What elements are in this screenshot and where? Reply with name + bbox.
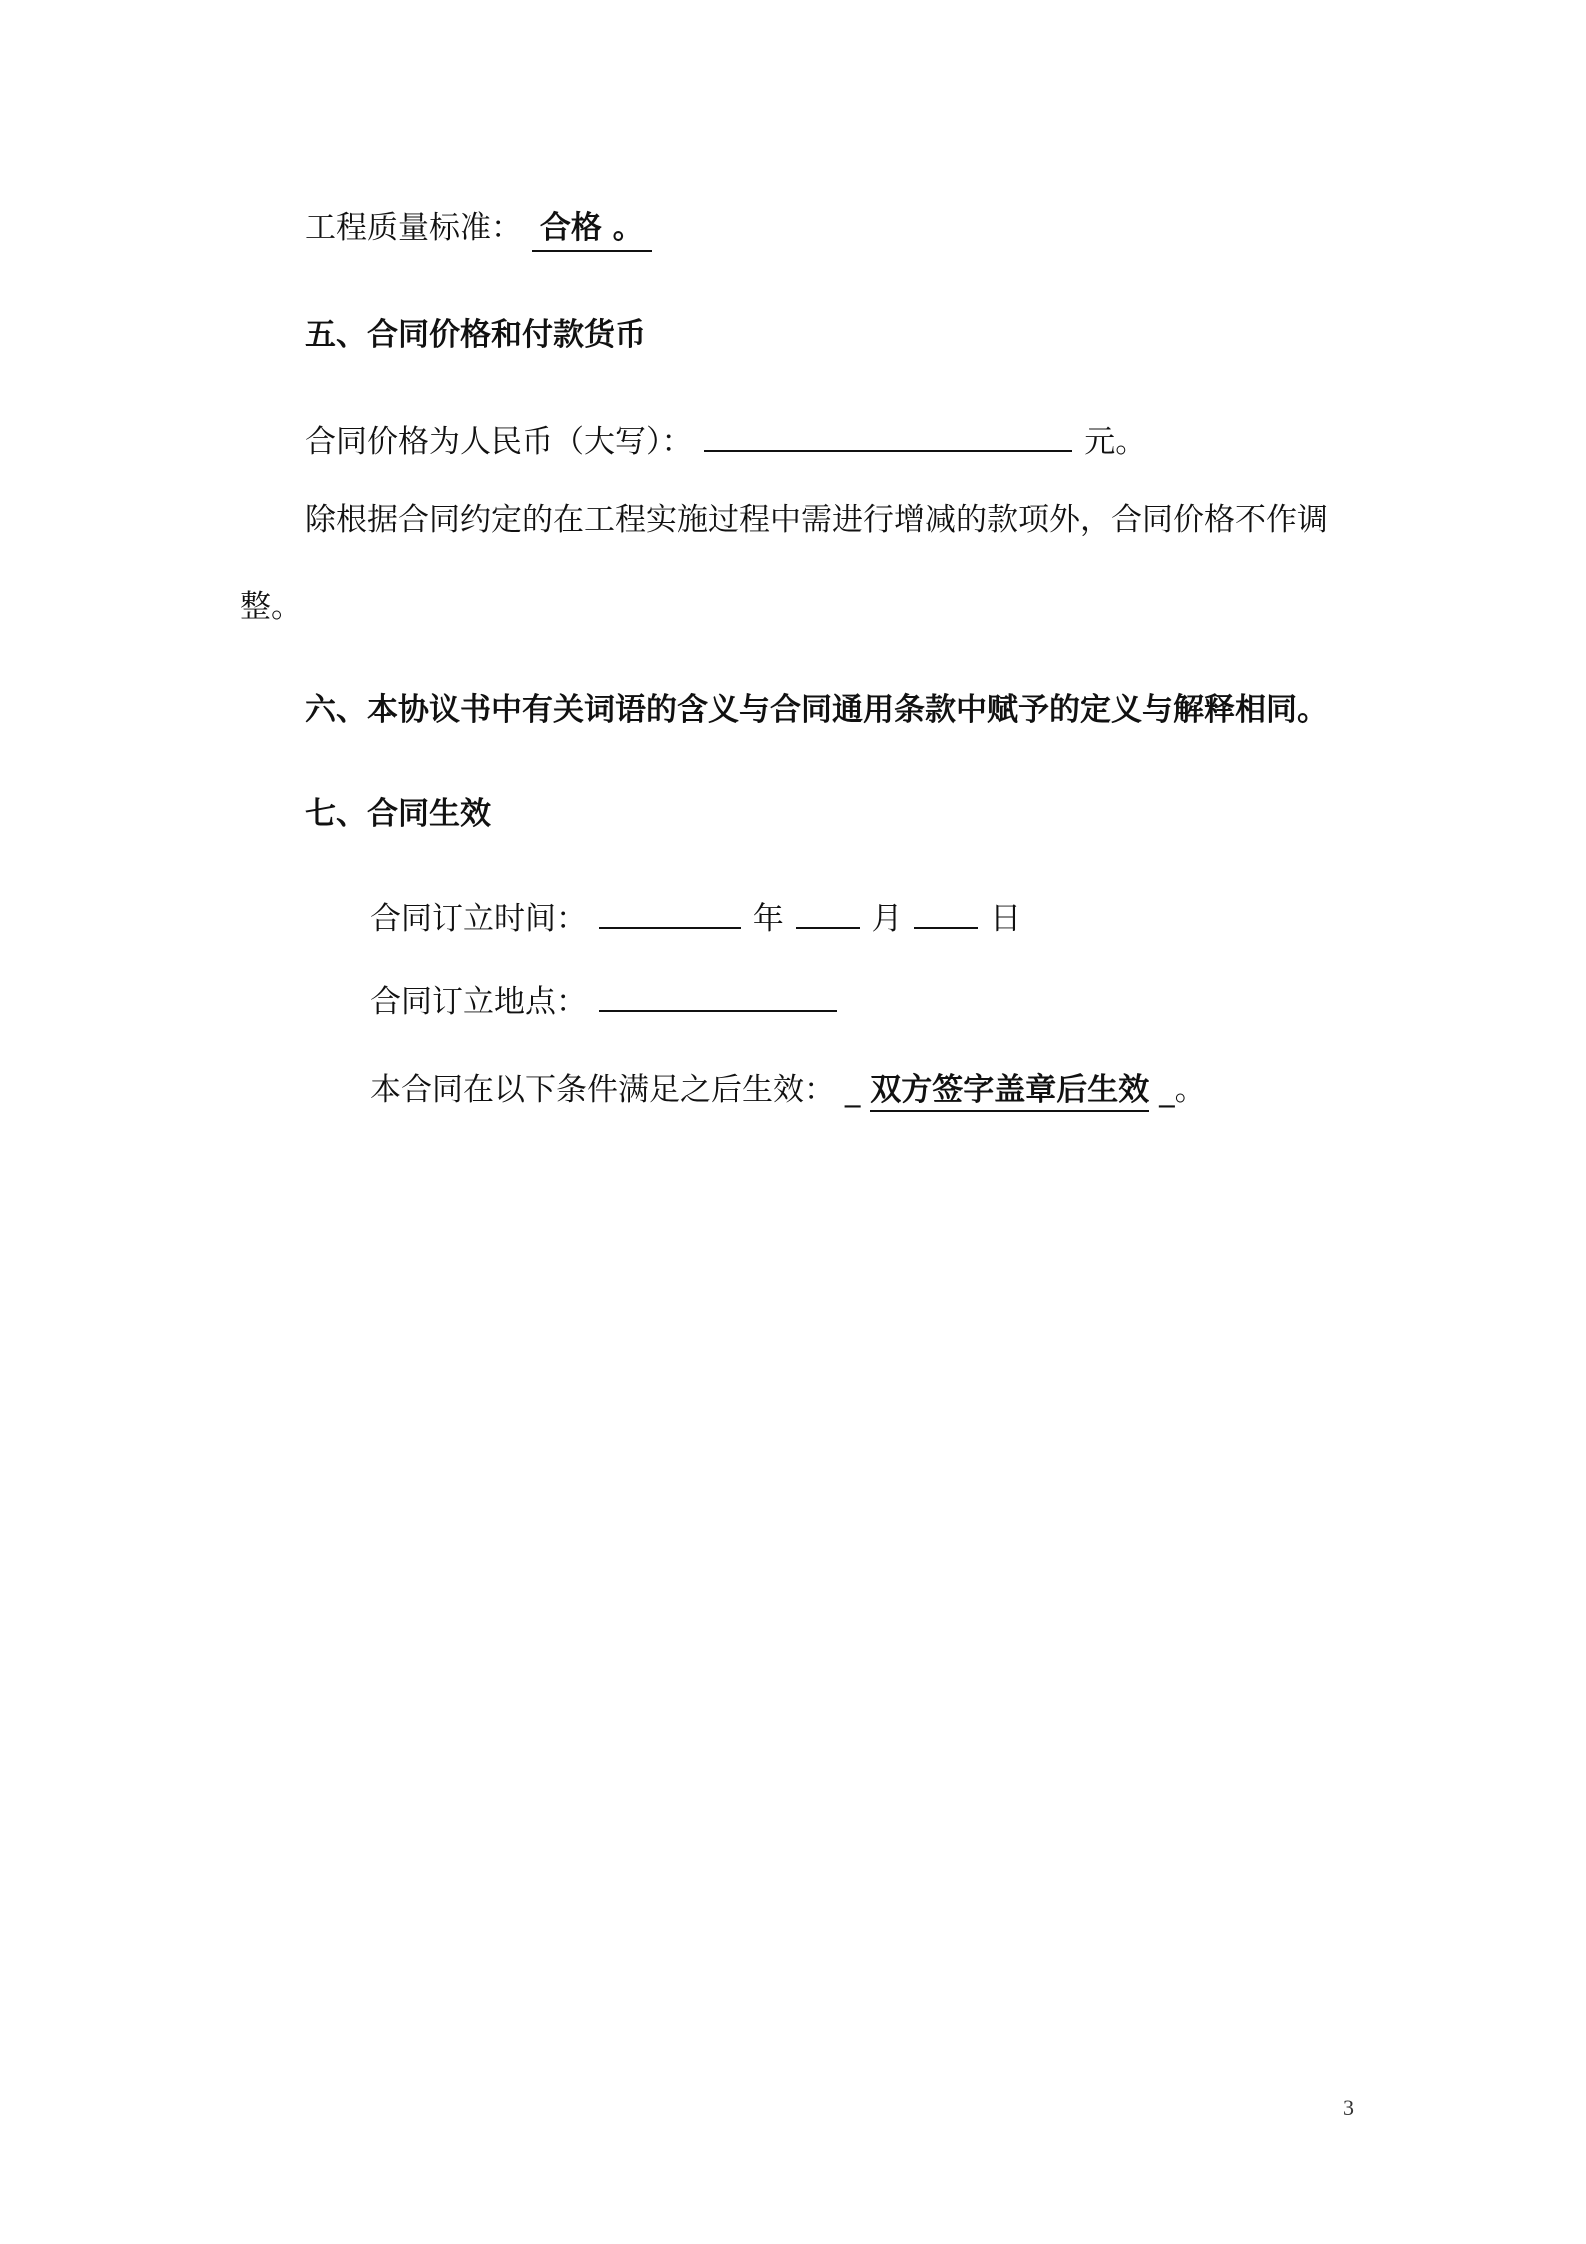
quality-standard-label: 工程质量标准： <box>305 210 522 246</box>
contract-year-blank <box>599 897 741 929</box>
contract-price-label: 合同价格为人民币（大写）： <box>305 424 693 460</box>
quality-standard-value: 合格 。 <box>532 208 652 252</box>
section-7-heading: 七、合同生效 <box>305 796 491 832</box>
contract-price-blank <box>704 420 1072 452</box>
price-adjustment-text-line-1: 除根据合同约定的在工程实施过程中需进行增减的款项外，合同价格不作调 <box>305 502 1328 538</box>
contract-date-label: 合同订立时间： <box>370 901 587 937</box>
contract-place-label: 合同订立地点： <box>370 984 587 1020</box>
effective-condition-label: 本合同在以下条件满足之后生效： <box>370 1072 835 1108</box>
effective-condition-prefix: _ <box>844 1072 861 1108</box>
effective-condition-suffix: _。 <box>1159 1072 1206 1108</box>
contract-price-unit: 元。 <box>1084 424 1147 460</box>
page-number: 3 <box>1343 2095 1354 2120</box>
contract-date-line <box>370 897 1021 939</box>
price-adjustment-text-line-2: 整。 <box>240 589 302 625</box>
section-5-heading: 五、合同价格和付款货币 <box>305 317 646 353</box>
contract-price-line <box>305 420 1146 462</box>
contract-place-blank <box>599 980 837 1012</box>
contract-place-line <box>370 980 839 1022</box>
quality-standard-line <box>305 208 652 252</box>
month-label: 月 <box>871 901 903 937</box>
year-label: 年 <box>752 901 784 937</box>
contract-day-blank <box>914 897 978 929</box>
section-6-heading: 六、本协议书中有关词语的含义与合同通用条款中赋予的定义与解释相同。 <box>305 692 1328 728</box>
effective-condition-line <box>370 1070 1206 1110</box>
effective-condition-value: 双方签字盖章后生效 <box>870 1072 1149 1112</box>
day-label: 日 <box>990 901 1022 937</box>
contract-month-blank <box>796 897 860 929</box>
